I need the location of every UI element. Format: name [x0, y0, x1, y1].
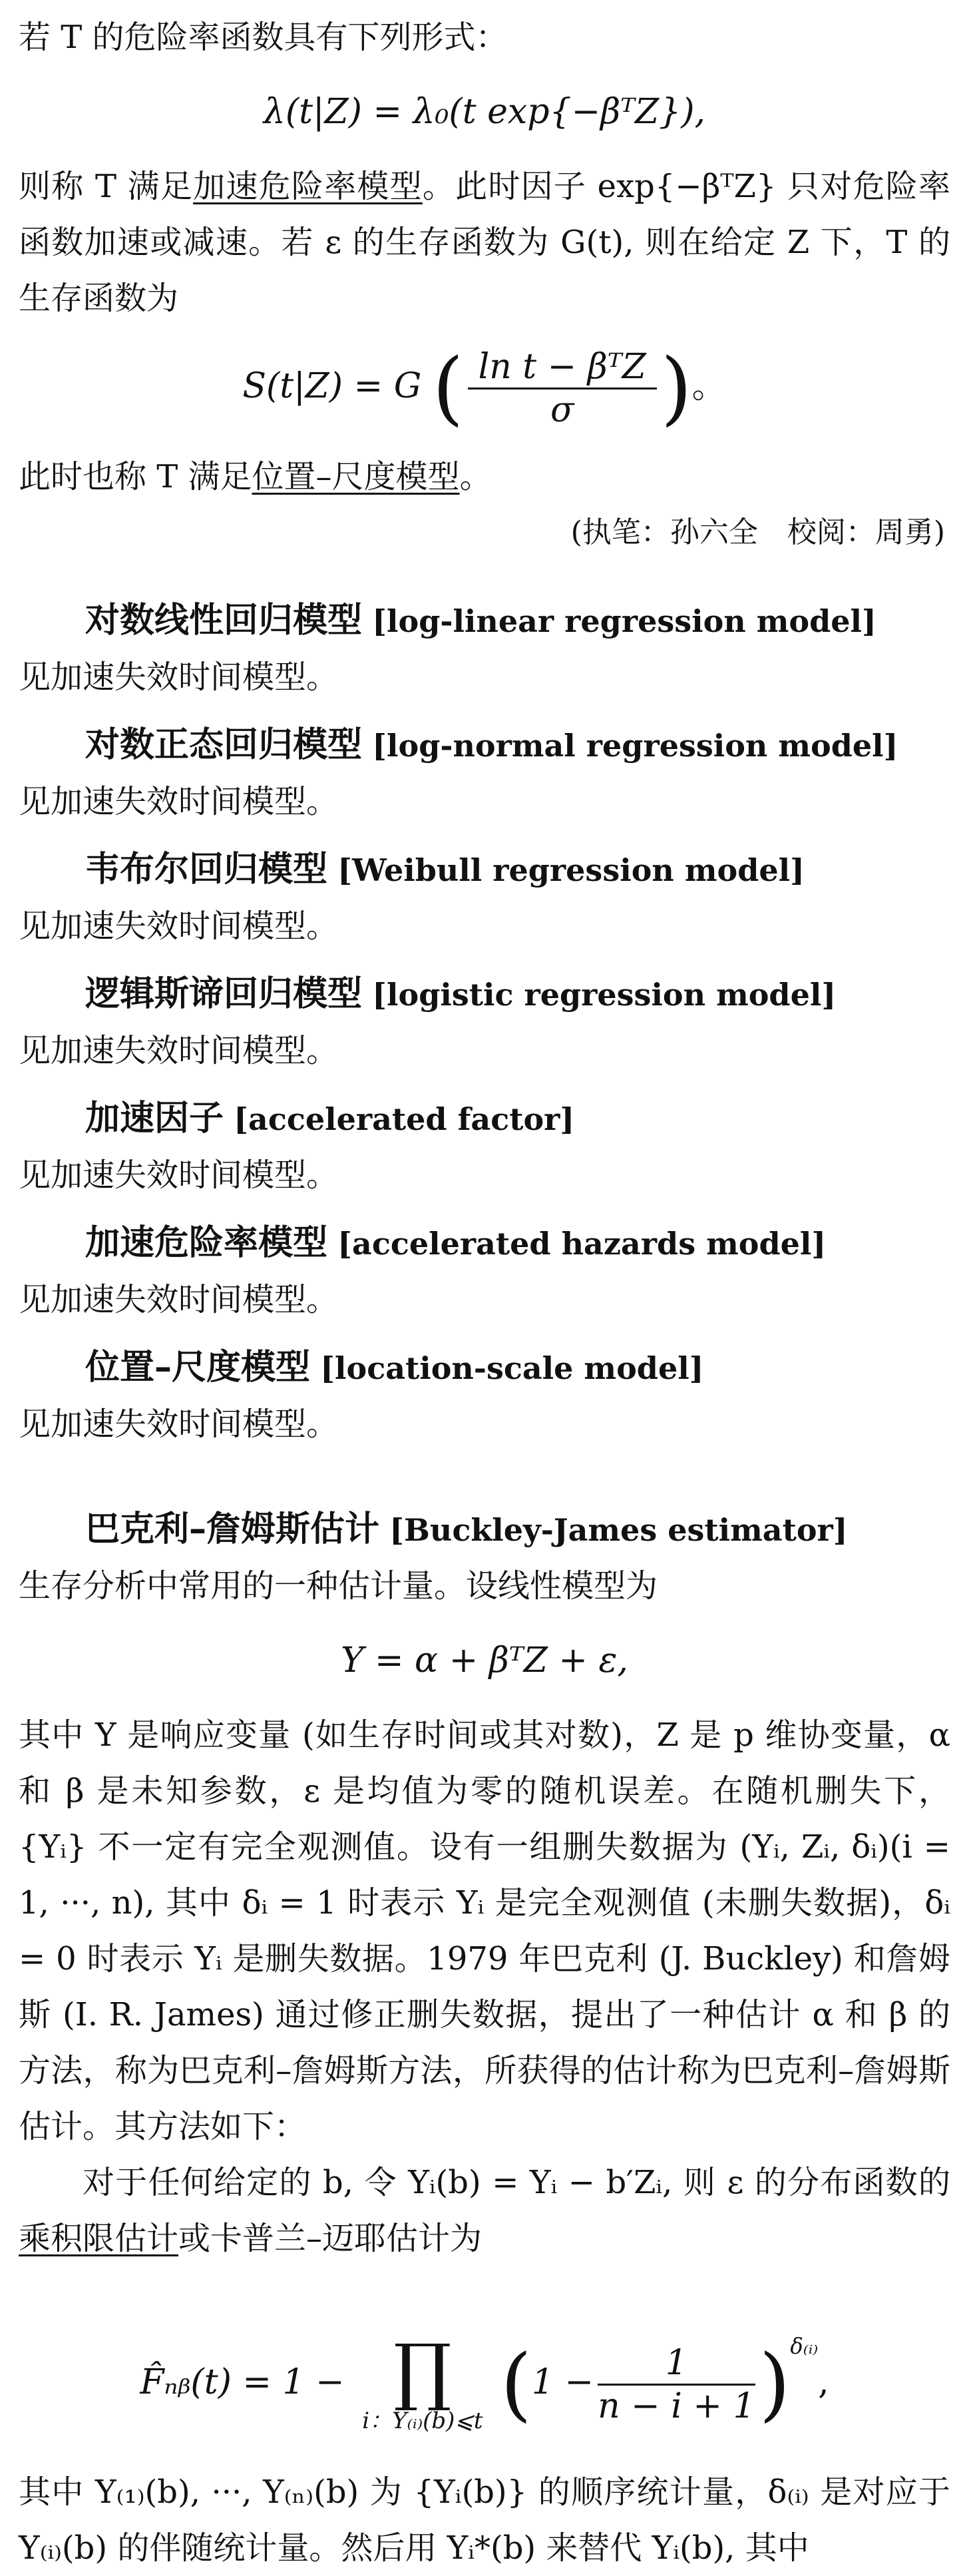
survival-equation: [19, 333, 950, 442]
entry-see: 见加速失效时间模型。: [19, 649, 950, 705]
km-tail: ,: [818, 2362, 829, 2402]
km-fraction: [598, 2342, 755, 2427]
entry-logistic: [19, 966, 950, 1079]
aht-text-2: 。此时因子 exp{−βᵀZ} 只对危险率函数加速或减速。若 ε 的生存函数为 G(t), 则在给定 Z 下，T 的生存函数为: [19, 168, 950, 317]
survival-tail: 。: [692, 366, 727, 406]
aht-link[interactable]: 加速危险率模型: [193, 168, 423, 205]
survival-lhs: S(t|Z) = G: [242, 366, 421, 406]
bj-paragraph-3: 其中 Y₍₁₎(b), ···, Y₍ₙ₎(b) 为 {Yᵢ(b)} 的顺序统计量，δ₍ᵢ₎ 是对应于 Y₍ᵢ₎(b) 的伴随统计量。然后用 Yᵢ*(b) 来替代 Yᵢ(b), 其中: [19, 2464, 950, 2576]
document-page: [0, 9, 969, 2568]
entry-see: 见加速失效时间模型。: [19, 1023, 950, 1079]
ls-link[interactable]: 位置–尺度模型: [252, 458, 460, 495]
entry-english: [Weibull regression model]: [337, 852, 805, 888]
entry-english: [location-scale model]: [320, 1350, 703, 1386]
entry-accelerated-hazards: [19, 1215, 950, 1328]
product-limit-link[interactable]: 乘积限估计: [19, 2220, 178, 2257]
bj-p2-text-a: 对于任何给定的 b, 令 Yᵢ(b) = Yᵢ − b′Zᵢ, 则 ε 的分布函数的: [83, 2164, 950, 2201]
entry-term: 韦布尔回归模型: [19, 850, 327, 890]
entry-log-normal: [19, 717, 950, 830]
entry-see: 见加速失效时间模型。: [19, 898, 950, 954]
entry-see: 见加速失效时间模型。: [19, 1272, 950, 1328]
bj-p2-text-b: 或卡普兰–迈耶估计为: [178, 2220, 482, 2257]
entry-see: 见加速失效时间模型。: [19, 1396, 950, 1452]
entry-english: [logistic regression model]: [372, 977, 836, 1013]
km-lhs: F̂ₙᵦ(t) = 1 −: [140, 2362, 344, 2402]
bj-paragraph-1: 其中 Y 是响应变量 (如生存时间或其对数)，Z 是 p 维协变量，α 和 β 是未知参数，ε 是均值为零的随机误差。在随机删失下，{Yᵢ} 不一定有完全观测值。设有一组删失数据为 (Yᵢ, Zᵢ, δᵢ)(i = 1, ···, n), 其中 δᵢ = 1 时表示 Yᵢ 是完全观测值 (未删失数据)，δᵢ = 0 时表示 Yᵢ 是删失数据。1979 年巴克利 (J. Buckley) 和詹姆斯 (I. R. James) 通过修正删失数据，提出了一种估计 α 和 β 的方法，称为巴克利–詹姆斯方法，所获得的估计称为巴克利–詹姆斯估计。其方法如下：: [19, 1707, 950, 2155]
aht-text-1: 则称 T 满足: [19, 168, 193, 205]
product-operator: [362, 2334, 483, 2434]
entry-weibull: [19, 842, 950, 954]
km-numerator: 1: [598, 2342, 755, 2386]
entry-term: 位置–尺度模型: [19, 1348, 310, 1388]
entry-english: [log-normal regression model]: [372, 728, 898, 764]
ls-text-2: 。: [460, 458, 492, 495]
entry-term: 加速因子: [19, 1099, 224, 1139]
entry-see: 见加速失效时间模型。: [19, 1147, 950, 1203]
entry-location-scale: [19, 1340, 950, 1452]
left-paren: (: [433, 342, 464, 435]
km-equation: [19, 2280, 950, 2451]
product-subscript: i：Y₍ᵢ₎(b)⩽t: [362, 2408, 483, 2434]
entry-buckley-james: [19, 1501, 950, 2576]
ls-text-1: 此时也称 T 满足: [19, 458, 252, 495]
credit-line: (执笔：孙六全 校阅：周勇): [19, 505, 950, 561]
ls-paragraph: [19, 449, 950, 505]
entry-english: [log-linear regression model]: [372, 603, 876, 639]
entry-accelerated-factor: [19, 1091, 950, 1203]
entry-term: 加速危险率模型: [19, 1223, 327, 1263]
km-exponent: δ₍ᵢ₎: [790, 2334, 818, 2359]
entry-log-linear: [19, 593, 950, 705]
entry-term: 对数正态回归模型: [19, 725, 362, 765]
km-left-paren: (: [500, 2338, 532, 2430]
km-one-minus: 1 −: [532, 2362, 594, 2402]
entry-see: 见加速失效时间模型。: [19, 774, 950, 830]
entry-term: 逻辑斯谛回归模型: [19, 974, 362, 1014]
km-right-paren: ): [759, 2338, 791, 2430]
bj-intro: 生存分析中常用的一种估计量。设线性模型为: [19, 1558, 950, 1614]
entry-english: [accelerated hazards model]: [337, 1226, 826, 1262]
product-symbol: ∏: [393, 2334, 452, 2408]
survival-fraction: [468, 346, 657, 431]
bj-term: 巴克利–詹姆斯估计: [19, 1509, 379, 1549]
entry-term: 对数线性回归模型: [19, 601, 362, 641]
right-paren: ): [661, 342, 692, 435]
aht-paragraph: [19, 158, 950, 326]
intro-line: 若 T 的危险率函数具有下列形式：: [19, 9, 950, 65]
hazard-equation: λ(t|Z) = λ₀(t exp{−βᵀZ}),: [19, 72, 950, 152]
linear-model-equation: Y = α + βᵀZ + ε,: [19, 1621, 950, 1700]
survival-numerator: ln t − βᵀZ: [468, 346, 657, 389]
survival-denominator: σ: [468, 389, 657, 431]
bj-english: [Buckley-James estimator]: [389, 1512, 847, 1548]
entry-english: [accelerated factor]: [234, 1101, 574, 1137]
bj-paragraph-2: [19, 2155, 950, 2266]
km-denominator: n − i + 1: [598, 2386, 755, 2427]
